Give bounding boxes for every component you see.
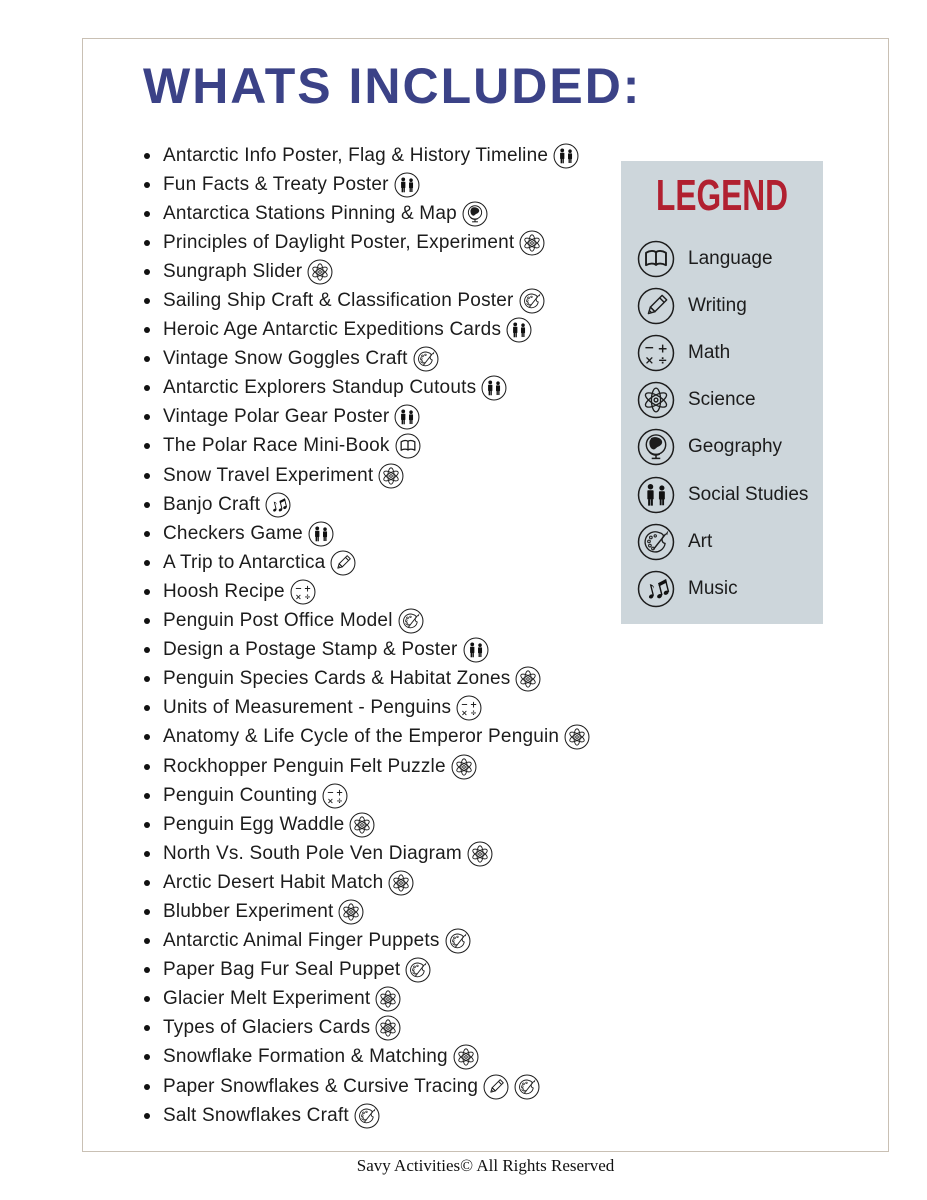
bullet-dot xyxy=(144,676,150,682)
list-item-text: Glacier Melt Experiment xyxy=(163,988,371,1010)
bullet-dot xyxy=(144,182,150,188)
atom-icon xyxy=(453,1044,479,1070)
legend-item-science xyxy=(637,377,823,424)
atom-icon xyxy=(515,666,541,692)
legend-item-label: Art xyxy=(688,530,713,552)
list-item xyxy=(144,519,590,548)
list-item-text: Penguin Post Office Model xyxy=(163,610,393,632)
bullet-dot xyxy=(144,385,150,391)
legend-item-label: Geography xyxy=(688,436,783,458)
atom-icon xyxy=(519,230,545,256)
list-item xyxy=(144,141,590,170)
list-item-text: Arctic Desert Habit Match xyxy=(163,871,384,893)
list-item xyxy=(144,490,590,519)
list-item xyxy=(144,868,590,897)
list-item-text: Vintage Polar Gear Poster xyxy=(163,406,390,428)
palette-icon xyxy=(405,957,431,983)
list-item-text: Principles of Daylight Poster, Experiment xyxy=(163,231,515,253)
list-item xyxy=(144,839,590,868)
list-item-text: A Trip to Antarctica xyxy=(163,551,326,573)
list-item xyxy=(144,694,590,723)
list-item xyxy=(144,548,590,577)
bullet-dot xyxy=(144,967,150,973)
bullet-dot xyxy=(144,356,150,362)
palette-icon xyxy=(413,346,439,372)
list-item xyxy=(144,199,590,228)
atom-icon xyxy=(375,986,401,1012)
list-item-text: Penguin Counting xyxy=(163,784,318,806)
people-icon xyxy=(463,637,489,663)
bullet-dot xyxy=(144,443,150,449)
list-item-text: Snow Travel Experiment xyxy=(163,464,374,486)
bullet-dot xyxy=(144,647,150,653)
list-item xyxy=(144,1101,590,1130)
atom-icon xyxy=(637,381,675,419)
people-icon xyxy=(481,375,507,401)
list-item-text: Anatomy & Life Cycle of the Emperor Penguin xyxy=(163,726,560,748)
legend-item-label: Language xyxy=(688,247,773,269)
palette-icon xyxy=(514,1074,540,1100)
bullet-dot xyxy=(144,1113,150,1119)
people-icon xyxy=(308,521,334,547)
list-item-text: Antarctic Animal Finger Puppets xyxy=(163,930,440,952)
list-item-text: Fun Facts & Treaty Poster xyxy=(163,173,389,195)
palette-icon xyxy=(519,288,545,314)
pencil-icon xyxy=(330,550,356,576)
people-icon xyxy=(637,476,675,514)
legend-item-geography xyxy=(637,424,823,471)
bullet-dot xyxy=(144,734,150,740)
bullet-dot xyxy=(144,153,150,159)
list-item-text: Penguin Species Cards & Habitat Zones xyxy=(163,668,511,690)
palette-icon xyxy=(445,928,471,954)
bullet-dot xyxy=(144,822,150,828)
bullet-dot xyxy=(144,502,150,508)
legend-item-label: Music xyxy=(688,577,738,599)
legend-panel xyxy=(621,161,823,624)
bullet-dot xyxy=(144,909,150,915)
list-item xyxy=(144,461,590,490)
list-item-text: Blubber Experiment xyxy=(163,900,334,922)
list-item xyxy=(144,228,590,257)
bullet-dot xyxy=(144,414,150,420)
page-sheet xyxy=(82,38,889,1152)
list-item xyxy=(144,1043,590,1072)
list-item-text: Hoosh Recipe xyxy=(163,580,285,602)
list-item-text: Rockhopper Penguin Felt Puzzle xyxy=(163,755,446,777)
list-item-text: Sailing Ship Craft & Classification Poster xyxy=(163,290,514,312)
list-item-text: Antarctic Info Poster, Flag & History Timeline xyxy=(163,144,549,166)
palette-icon xyxy=(354,1103,380,1129)
list-item-text: Salt Snowflakes Craft xyxy=(163,1104,349,1126)
book-icon xyxy=(637,240,675,278)
list-item xyxy=(144,607,590,636)
atom-icon xyxy=(467,841,493,867)
atom-icon xyxy=(378,463,404,489)
legend-item-writing xyxy=(637,282,823,329)
list-item xyxy=(144,316,590,345)
palette-icon xyxy=(637,523,675,561)
bullet-dot xyxy=(144,1084,150,1090)
legend-item-art xyxy=(637,518,823,565)
list-item xyxy=(144,956,590,985)
book-icon xyxy=(395,433,421,459)
bullet-dot xyxy=(144,764,150,770)
list-item xyxy=(144,286,590,315)
legend-item-social-studies xyxy=(637,471,823,518)
math-symbols-icon xyxy=(456,695,482,721)
list-item-text: Paper Snowflakes & Cursive Tracing xyxy=(163,1075,479,1097)
list-item xyxy=(144,432,590,461)
list-item xyxy=(144,577,590,606)
list-item-text: Vintage Snow Goggles Craft xyxy=(163,348,408,370)
legend-items xyxy=(621,235,823,613)
page-title: WHATS INCLUDED: xyxy=(143,58,642,114)
bullet-dot xyxy=(144,938,150,944)
globe-icon xyxy=(462,201,488,227)
list-item-text: Snowflake Formation & Matching xyxy=(163,1046,448,1068)
globe-icon xyxy=(637,428,675,466)
bullet-dot xyxy=(144,880,150,886)
legend-item-label: Math xyxy=(688,341,731,363)
list-item xyxy=(144,1072,590,1101)
list-item xyxy=(144,374,590,403)
bullet-dot xyxy=(144,269,150,275)
pencil-icon xyxy=(637,287,675,325)
music-notes-icon xyxy=(265,492,291,518)
bullet-dot xyxy=(144,560,150,566)
list-item-text: North Vs. South Pole Ven Diagram xyxy=(163,842,462,864)
legend-item-language xyxy=(637,235,823,282)
included-list xyxy=(144,141,590,1130)
list-item xyxy=(144,927,590,956)
palette-icon xyxy=(398,608,424,634)
atom-icon xyxy=(388,870,414,896)
bullet-dot xyxy=(144,618,150,624)
math-symbols-icon xyxy=(637,334,675,372)
bullet-dot xyxy=(144,1054,150,1060)
legend-item-label: Science xyxy=(688,389,756,411)
list-item xyxy=(144,985,590,1014)
people-icon xyxy=(506,317,532,343)
atom-icon xyxy=(307,259,333,285)
bullet-dot xyxy=(144,327,150,333)
atom-icon xyxy=(338,899,364,925)
legend-item-label: Social Studies xyxy=(688,483,809,505)
math-symbols-icon xyxy=(290,579,316,605)
list-item xyxy=(144,1014,590,1043)
list-item xyxy=(144,781,590,810)
bullet-dot xyxy=(144,793,150,799)
list-item-text: Penguin Egg Waddle xyxy=(163,813,345,835)
bullet-dot xyxy=(144,473,150,479)
people-icon xyxy=(394,404,420,430)
bullet-dot xyxy=(144,705,150,711)
atom-icon xyxy=(451,754,477,780)
list-item xyxy=(144,665,590,694)
atom-icon xyxy=(349,812,375,838)
footer-text: Savy Activities© All Rights Reserved xyxy=(356,1156,615,1175)
people-icon xyxy=(394,172,420,198)
legend-item-music xyxy=(637,565,823,612)
list-item-text: Sungraph Slider xyxy=(163,260,303,282)
bullet-dot xyxy=(144,240,150,246)
list-item-text: Paper Bag Fur Seal Puppet xyxy=(163,959,401,981)
bullet-dot xyxy=(144,589,150,595)
list-item xyxy=(144,403,590,432)
list-item-text: The Polar Race Mini-Book xyxy=(163,435,390,457)
list-item-text: Checkers Game xyxy=(163,522,303,544)
bullet-dot xyxy=(144,851,150,857)
atom-icon xyxy=(375,1015,401,1041)
math-symbols-icon xyxy=(322,783,348,809)
list-item xyxy=(144,723,590,752)
list-item-text: Units of Measurement - Penguins xyxy=(163,697,452,719)
bullet-dot xyxy=(144,211,150,217)
people-icon xyxy=(553,143,579,169)
atom-icon xyxy=(564,724,590,750)
music-notes-icon xyxy=(637,570,675,608)
bullet-dot xyxy=(144,298,150,304)
list-item-text: Antarctica Stations Pinning & Map xyxy=(163,202,457,224)
legend-item-math xyxy=(637,329,823,376)
bullet-dot xyxy=(144,1025,150,1031)
list-item xyxy=(144,810,590,839)
pencil-icon xyxy=(483,1074,509,1100)
list-item xyxy=(144,257,590,286)
list-item-text: Antarctic Explorers Standup Cutouts xyxy=(163,377,477,399)
list-item xyxy=(144,170,590,199)
list-item xyxy=(144,752,590,781)
bullet-dot xyxy=(144,531,150,537)
list-item xyxy=(144,897,590,926)
bullet-dot xyxy=(144,996,150,1002)
legend-item-label: Writing xyxy=(688,294,747,316)
list-item-text: Heroic Age Antarctic Expeditions Cards xyxy=(163,319,502,341)
list-item xyxy=(144,345,590,374)
list-item xyxy=(144,636,590,665)
list-item-text: Banjo Craft xyxy=(163,493,261,515)
list-item-text: Design a Postage Stamp & Poster xyxy=(163,639,458,661)
legend-title: LEGEND xyxy=(655,171,789,220)
list-item-text: Types of Glaciers Cards xyxy=(163,1017,371,1039)
